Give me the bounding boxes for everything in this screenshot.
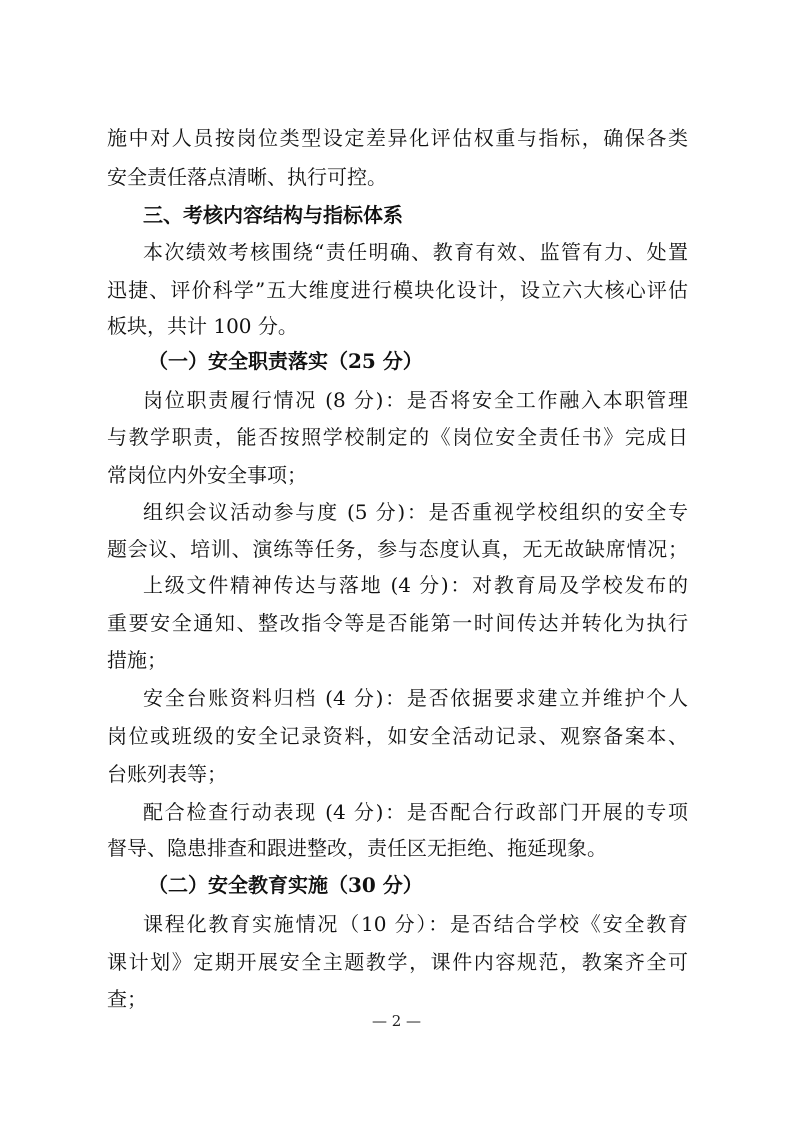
text-line: 安全责任落点清晰、执行可控。: [107, 165, 387, 189]
text-line: 措施；: [107, 648, 167, 672]
text-line: 题会议、培训、演练等任务，参与态度认真，无无故缺席情况；: [107, 537, 688, 561]
text-line: 课程化教育实施情况（10 分）：是否结合学校《安全教育: [143, 912, 688, 936]
text-line: 重要安全通知、整改指令等是否能第一时间传达并转化为执行: [107, 611, 688, 635]
text-line: 板块，共计 100 分。: [107, 314, 298, 338]
subsection-heading: （一）安全职责落实（25 分）: [148, 349, 423, 373]
section-heading: 三、考核内容结构与指标体系: [143, 203, 403, 227]
text-line: 配合检查行动表现 (4 分)：是否配合行政部门开展的专项: [143, 800, 688, 824]
text-line: 安全台账资料归档 (4 分)：是否依据要求建立并维护个人: [143, 686, 688, 710]
text-line: 迅捷、评价科学”五大维度进行模块化设计，设立六大核心评估: [107, 278, 688, 302]
text-line: 常岗位内外安全事项；: [107, 463, 307, 487]
subsection-heading: （二）安全教育实施（30 分）: [148, 873, 423, 897]
text-line: 查；: [107, 987, 147, 1011]
text-line: 施中对人员按岗位类型设定差异化评估权重与指标，确保各类: [107, 126, 688, 150]
text-line: 组织会议活动参与度 (5 分)：是否重视学校组织的安全专: [143, 500, 688, 524]
text-line: 上级文件精神传达与落地 (4 分)：对教育局及学校发布的: [143, 573, 688, 597]
text-line: 岗位职责履行情况 (8 分)：是否将安全工作融入本职管理: [143, 388, 688, 412]
text-line: 与教学职责，能否按照学校制定的《岗位安全责任书》完成日: [107, 425, 688, 449]
text-line: 岗位或班级的安全记录资料，如安全活动记录、观察备案本、: [107, 724, 688, 748]
text-line: 课计划》定期开展安全主题教学，课件内容规范，教案齐全可: [107, 950, 688, 974]
text-line: 本次绩效考核围绕“责任明确、教育有效、监管有力、处置: [143, 240, 688, 264]
text-line: 台账列表等；: [107, 762, 227, 786]
text-line: 督导、隐患排查和跟进整改，责任区无拒绝、拖延现象。: [107, 836, 607, 860]
page-number: — 2 —: [371, 1012, 422, 1030]
